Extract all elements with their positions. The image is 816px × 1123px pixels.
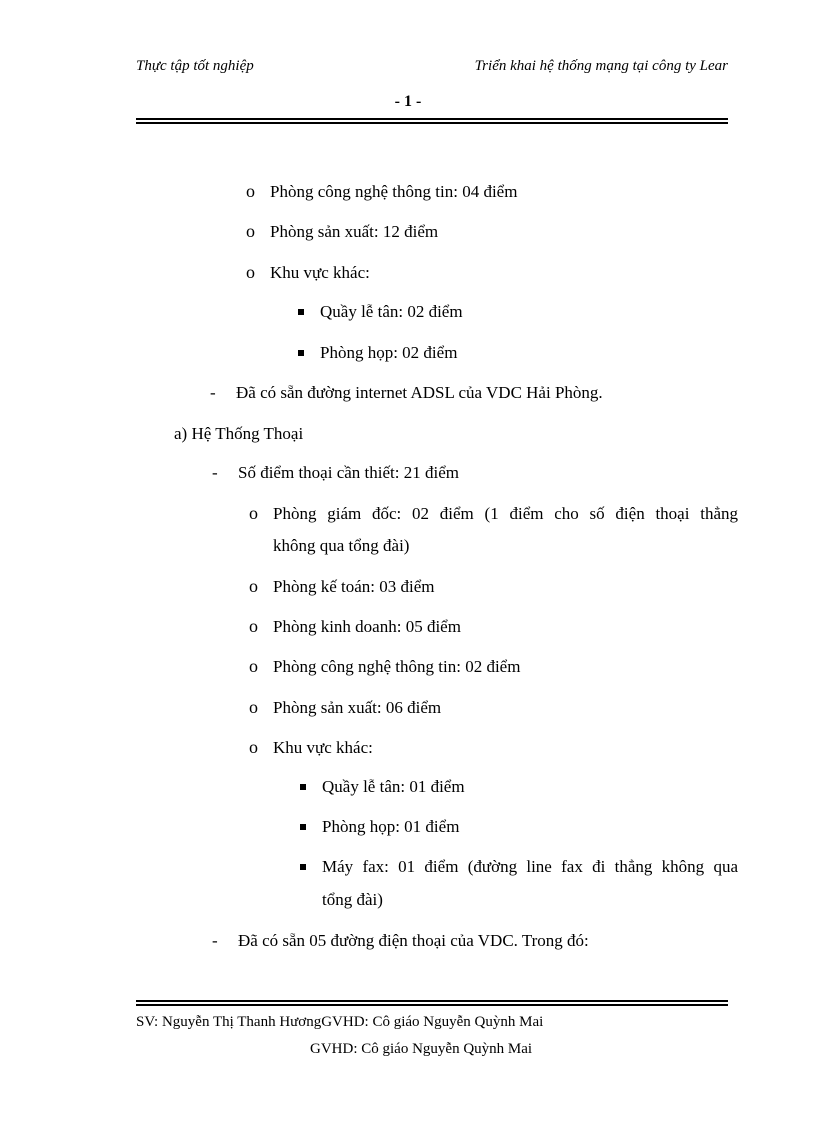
list-item: Phòng họp: 01 điểm xyxy=(322,817,460,836)
square-bullet-icon xyxy=(300,784,306,790)
circle-bullet-icon: o xyxy=(249,697,258,717)
dash-bullet-icon: - xyxy=(210,383,216,402)
square-bullet-icon xyxy=(298,309,304,315)
list-item: Phòng kinh doanh: 05 điểm xyxy=(273,617,461,636)
dash-bullet-icon: - xyxy=(212,463,218,482)
circle-bullet-icon: o xyxy=(249,737,258,757)
square-bullet-icon xyxy=(300,864,306,870)
circle-bullet-icon: o xyxy=(249,616,258,636)
list-item: Quầy lễ tân: 02 điểm xyxy=(320,302,463,321)
section-heading: a) Hệ Thống Thoại xyxy=(174,424,304,443)
list-item: Số điểm thoại cần thiết: 21 điểm xyxy=(238,463,459,482)
list-item: Phòng sản xuất: 12 điểm xyxy=(270,222,439,241)
footer-line-1: SV: Nguyễn Thị Thanh HươngGVHD: Cô giáo Nguyễn Quỳnh Mai xyxy=(136,1014,544,1030)
list-item-continuation: không qua tổng đài) xyxy=(273,536,410,555)
footer-line-2: GVHD: Cô giáo Nguyễn Quỳnh Mai xyxy=(310,1041,533,1057)
header-right: Triển khai hệ thống mạng tại công ty Lear xyxy=(474,58,728,74)
circle-bullet-icon: o xyxy=(249,656,258,676)
list-item: Phòng giám đốc: 02 điểm (1 điểm cho số điện thoại thẳng xyxy=(273,504,738,523)
list-item: Đã có sẵn đường internet ADSL của VDC Hải Phòng. xyxy=(236,383,603,402)
circle-bullet-icon: o xyxy=(249,576,258,596)
circle-bullet-icon: o xyxy=(246,221,255,241)
list-item: Phòng họp: 02 điểm xyxy=(320,343,458,362)
dash-bullet-icon: - xyxy=(212,931,218,950)
list-item: Quầy lễ tân: 01 điểm xyxy=(322,777,465,796)
list-item: Khu vực khác: xyxy=(273,738,373,757)
square-bullet-icon xyxy=(300,824,306,830)
square-bullet-icon xyxy=(298,350,304,356)
list-item: Khu vực khác: xyxy=(270,263,370,282)
circle-bullet-icon: o xyxy=(246,181,255,201)
list-item: Đã có sẵn 05 đường điện thoại của VDC. Trong đó: xyxy=(238,931,589,950)
list-item: Phòng công nghệ thông tin: 04 điểm xyxy=(270,182,518,201)
list-item-continuation: tổng đài) xyxy=(322,890,383,909)
list-item: Máy fax: 01 điểm (đường line fax đi thẳng không qua xyxy=(322,857,738,876)
circle-bullet-icon: o xyxy=(249,503,258,523)
header-left: Thực tập tốt nghiệp xyxy=(136,58,254,74)
footer-divider xyxy=(136,1000,728,1006)
page-number: - 1 - xyxy=(394,93,422,110)
list-item: Phòng kế toán: 03 điểm xyxy=(273,577,435,596)
header-divider xyxy=(136,118,728,124)
list-item: Phòng sản xuất: 06 điểm xyxy=(273,698,442,717)
list-item: Phòng công nghệ thông tin: 02 điểm xyxy=(273,657,521,676)
circle-bullet-icon: o xyxy=(246,262,255,282)
